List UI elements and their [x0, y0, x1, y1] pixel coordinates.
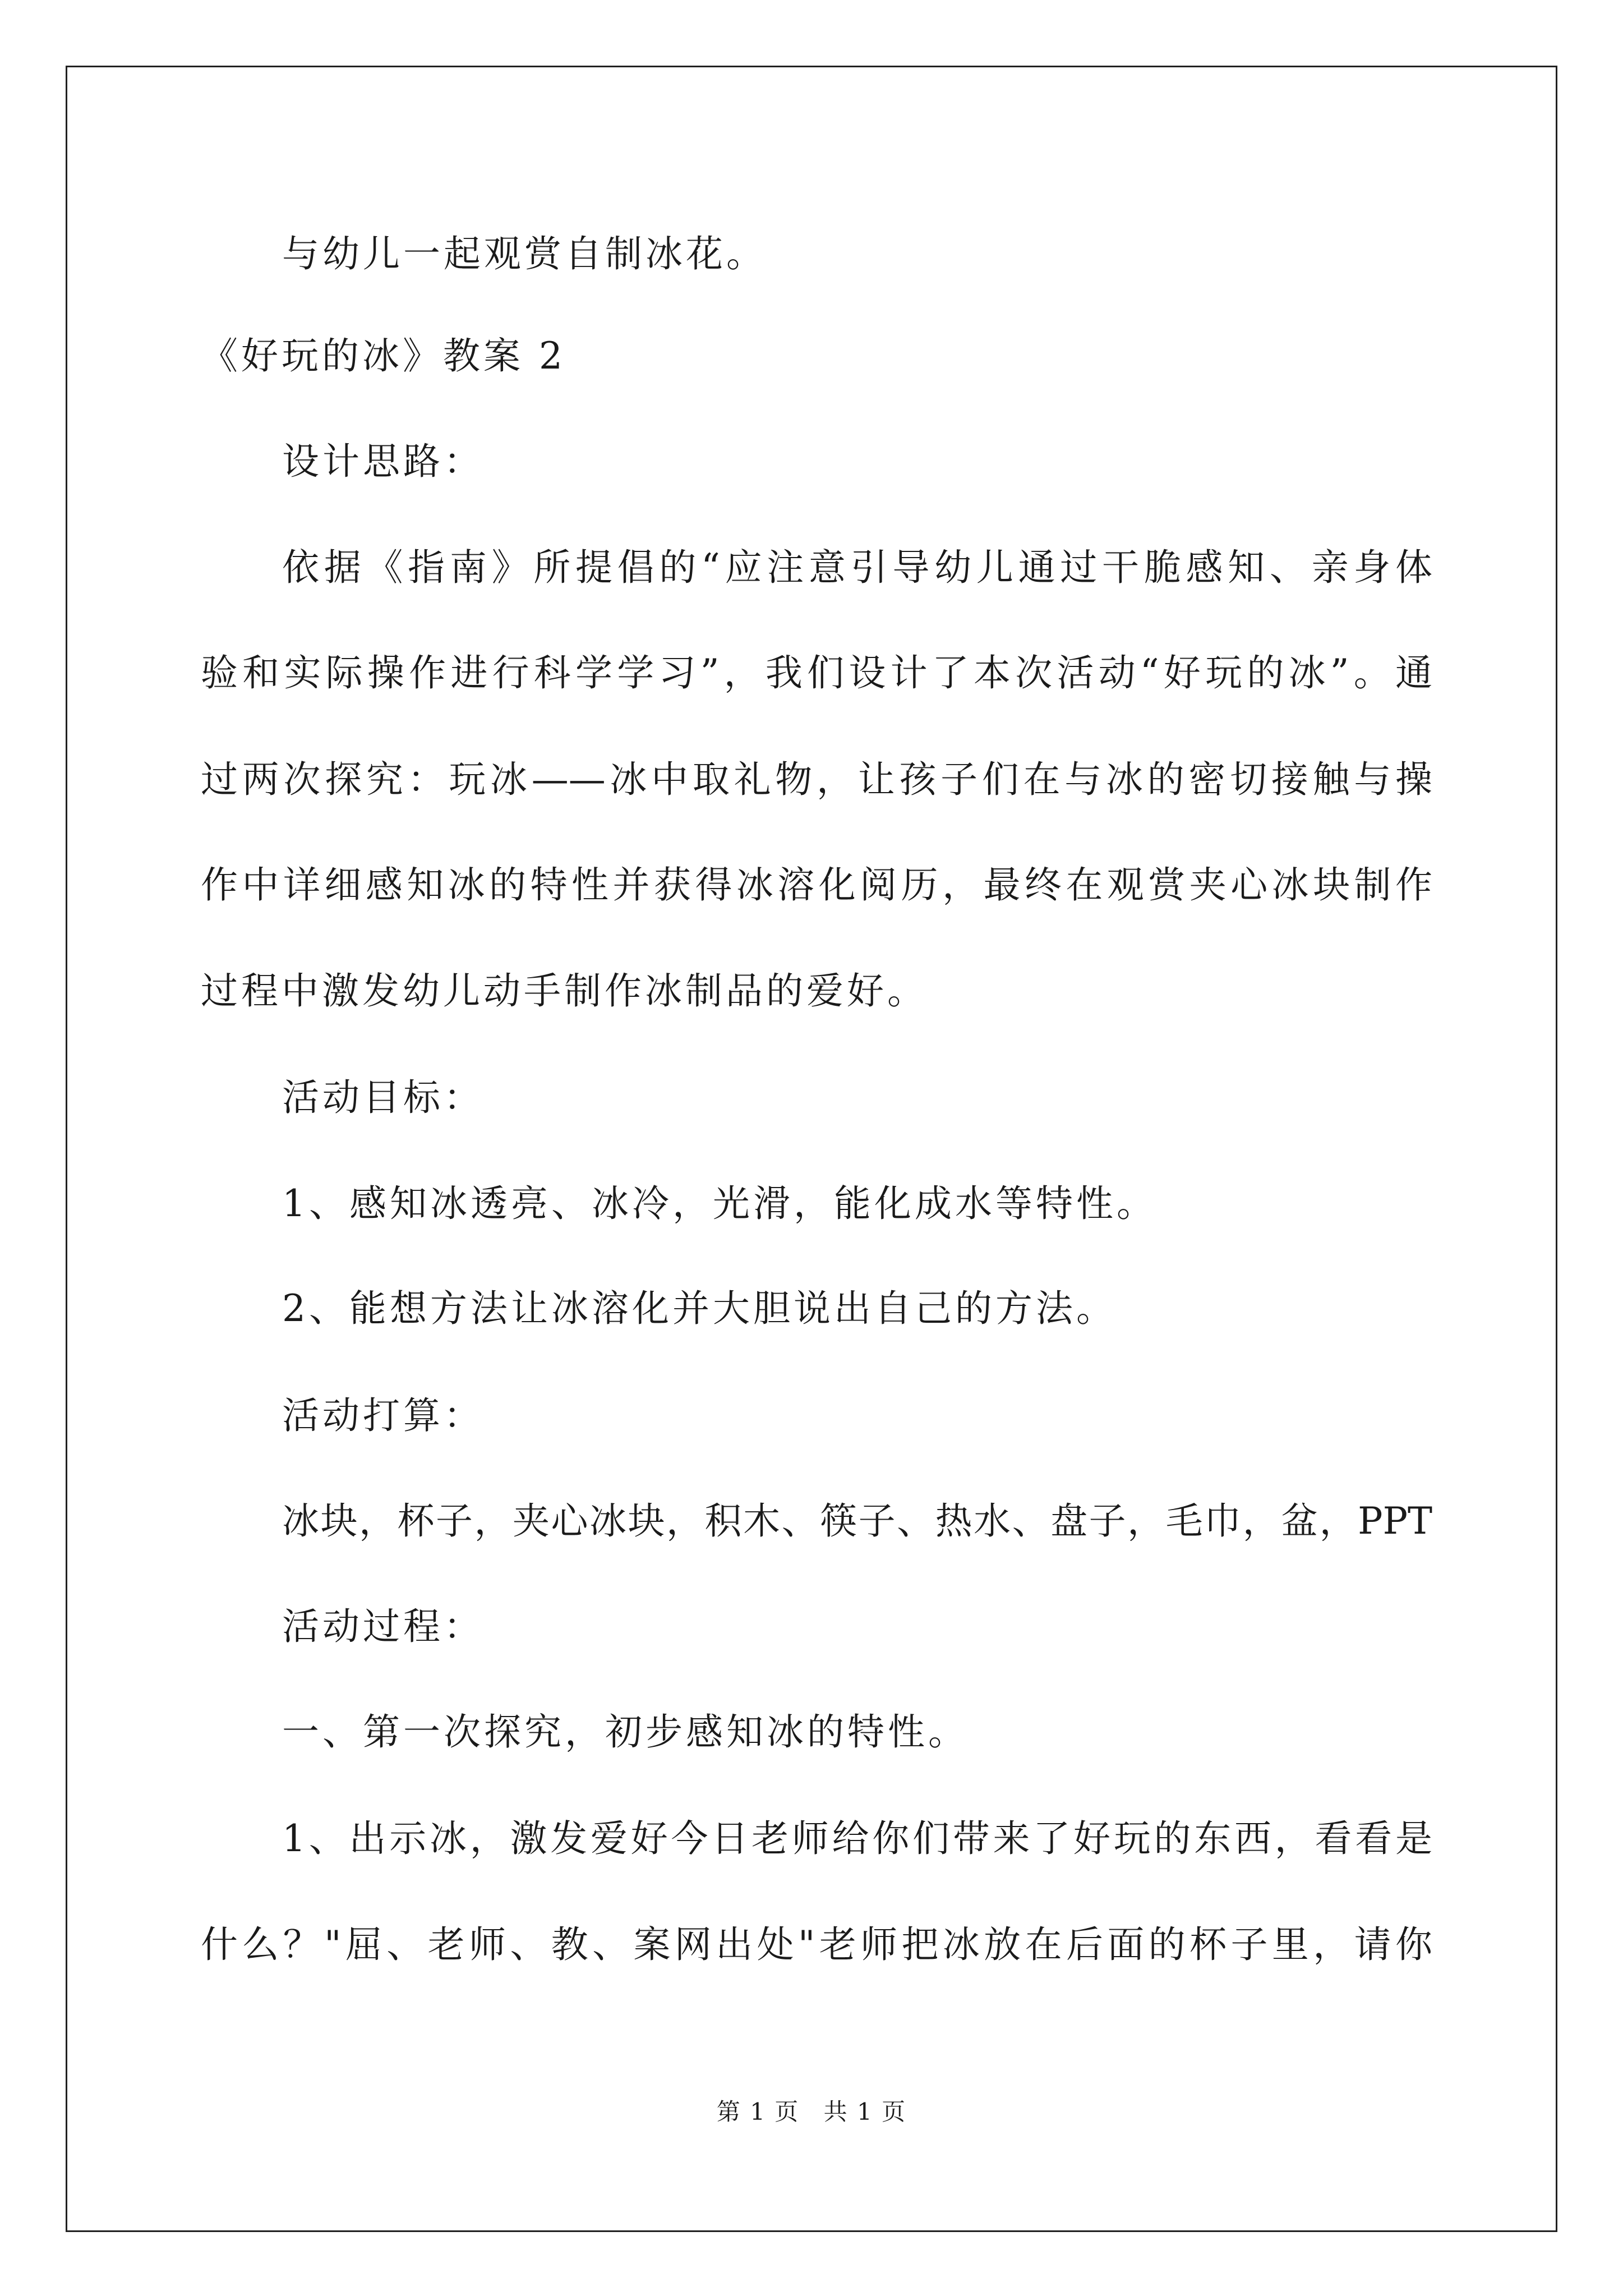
- text-line: 设计思路：: [282, 440, 484, 483]
- text-line: 1、出示冰，激发爱好今日老师给你们带来了好玩的东西，看看是: [282, 1817, 1432, 1860]
- text-line: 过程中激发幼儿动手制作冰制品的爱好。: [201, 969, 928, 1013]
- page-total: 共 1 页: [823, 2098, 907, 2125]
- text-line: 与幼儿一起观赏自制冰花。: [282, 232, 767, 275]
- text-line: 依据《指南》所提倡的“应注意引导幼儿通过干脆感知、亲身体: [282, 546, 1432, 589]
- text-line: 什么？"屈、老师、教、案网出处"老师把冰放在后面的杯子里，请你: [201, 1923, 1432, 1966]
- text-line: 一、第一次探究，初步感知冰的特性。: [282, 1710, 969, 1754]
- text-line: 活动过程：: [282, 1605, 484, 1648]
- text-line: 2、能想方法让冰溶化并大胆说出自己的方法。: [282, 1287, 1117, 1330]
- page-footer: [0, 2096, 1623, 2128]
- text-line: 过两次探究：玩冰——冰中取礼物，让孩子们在与冰的密切接触与操: [201, 758, 1432, 801]
- text-line: 作中详细感知冰的特性并获得冰溶化阅历，最终在观赏夹心冰块制作: [201, 863, 1432, 907]
- text-line: 活动目标：: [282, 1076, 484, 1119]
- section-heading: 《好玩的冰》教案 2: [201, 334, 566, 378]
- text-line: 1、感知冰透亮、冰冷，光滑，能化成水等特性。: [282, 1182, 1157, 1225]
- page-border: [66, 66, 1557, 2232]
- text-line: 冰块，杯子，夹心冰块，积木、筷子、热水、盘子，毛巾，盆，PPT: [282, 1499, 1432, 1543]
- text-line: 验和实际操作进行科学学习”，我们设计了本次活动“好玩的冰”。通: [201, 651, 1432, 694]
- text-line: 活动打算：: [282, 1394, 484, 1437]
- page-number: 第 1 页: [716, 2098, 800, 2125]
